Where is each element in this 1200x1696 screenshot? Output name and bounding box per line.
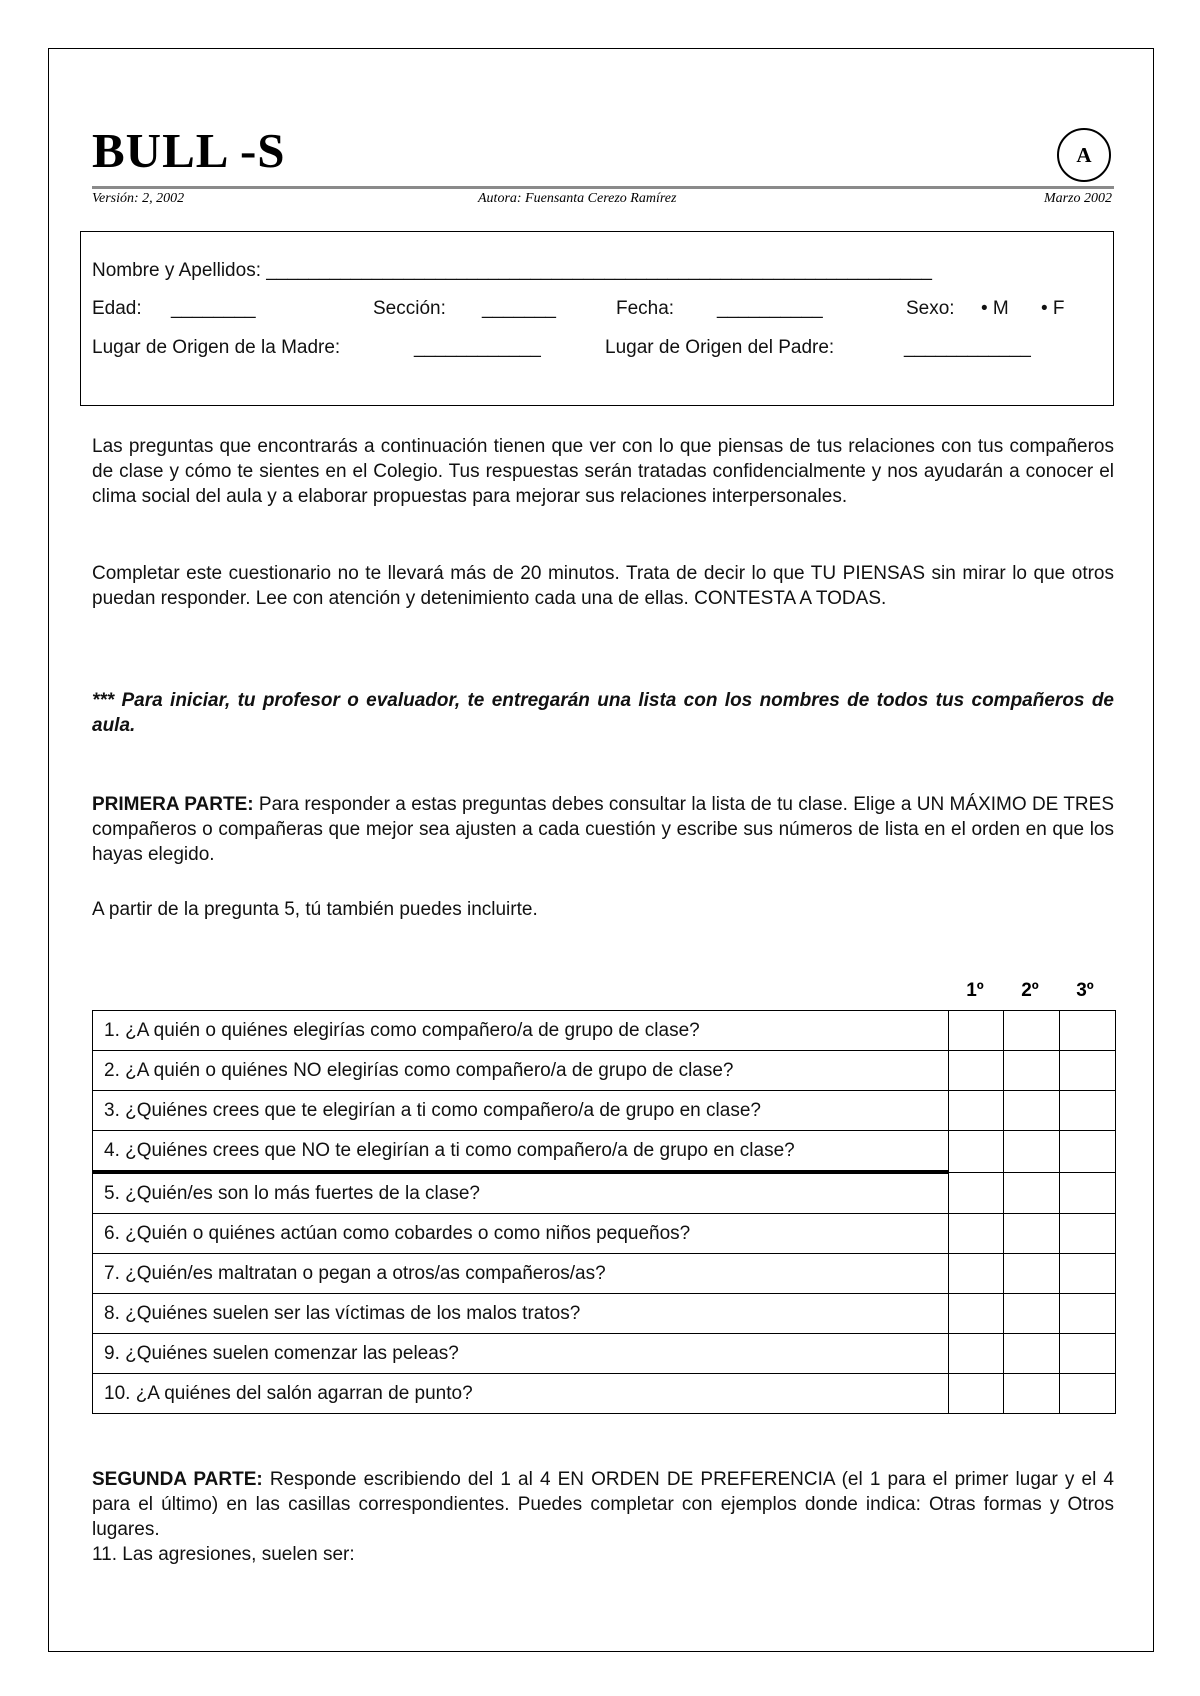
question-text: 6. ¿Quién o quiénes actúan como cobardes o como niños pequeños? — [93, 1214, 949, 1254]
answer-box-3rd[interactable] — [1060, 1334, 1116, 1374]
answer-box-1st[interactable] — [948, 1091, 1004, 1131]
answer-box-1st[interactable] — [948, 1334, 1004, 1374]
table-row — [93, 1334, 1116, 1374]
instruction-note: *** Para iniciar, tu profesor o evaluador, te entregarán una lista con los nombres de todos tus compañeros de aula. — [92, 690, 1114, 736]
part1-note: A partir de la pregunta 5, tú también puedes incluirte. — [92, 899, 538, 920]
answer-box-1st[interactable] — [948, 1294, 1004, 1334]
table-row — [93, 1214, 1116, 1254]
answer-box-2nd[interactable] — [1004, 1051, 1060, 1091]
answer-box-3rd[interactable] — [1060, 1091, 1116, 1131]
part2-heading: SEGUNDA PARTE: — [92, 1469, 263, 1490]
date-text: Marzo 2002 — [1043, 191, 1112, 206]
father-origin-label: Lugar de Origen del Padre: — [605, 337, 835, 358]
part1-intro — [92, 792, 1114, 867]
answer-box-1st[interactable] — [948, 1172, 1004, 1214]
date-field[interactable]: __________ — [717, 298, 823, 319]
question-text: 9. ¿Quiénes suelen comenzar las peleas? — [93, 1334, 949, 1374]
question-text: 5. ¿Quién/es son lo más fuertes de la clase? — [93, 1172, 949, 1214]
name-field[interactable]: _______________________________________________________________ — [266, 260, 932, 281]
answer-box-2nd[interactable] — [1004, 1011, 1060, 1051]
column-header-3rd: 3º — [1076, 980, 1094, 1001]
section-field[interactable]: _______ — [482, 298, 556, 319]
answer-box-1st[interactable] — [948, 1131, 1004, 1173]
question-text: 1. ¿A quién o quiénes elegirías como compañero/a de grupo de clase? — [93, 1011, 949, 1051]
column-header-1st: 1º — [966, 980, 984, 1001]
sex-option-m[interactable]: • M — [981, 298, 1009, 319]
answer-box-2nd[interactable] — [1004, 1172, 1060, 1214]
age-label: Edad: — [92, 298, 142, 319]
table-row — [93, 1051, 1116, 1091]
answer-box-2nd[interactable] — [1004, 1091, 1060, 1131]
name-label: Nombre y Apellidos: — [92, 260, 261, 281]
part1-text: Para responder a estas preguntas debes consultar la lista de tu clase. Elige a UN MÁXIMO DE TRES compañeros o compañeras que mejor sea ajusten a cada cuestión y escribe sus números de lista en el orden en que los hayas elegido. — [92, 794, 1115, 865]
sex-option-f[interactable]: • F — [1041, 298, 1065, 319]
column-header-2nd: 2º — [1021, 980, 1039, 1001]
question-11-text: 11. Las agresiones, suelen ser: — [92, 1544, 355, 1565]
answer-box-3rd[interactable] — [1060, 1172, 1116, 1214]
part2-intro — [92, 1467, 1114, 1542]
mother-origin-label: Lugar de Origen de la Madre: — [92, 337, 341, 358]
question-text: 8. ¿Quiénes suelen ser las víctimas de los malos tratos? — [93, 1294, 949, 1334]
part1-heading: PRIMERA PARTE: — [92, 794, 254, 815]
title-divider — [92, 186, 1114, 189]
answer-box-1st[interactable] — [948, 1254, 1004, 1294]
answer-box-3rd[interactable] — [1060, 1254, 1116, 1294]
table-row — [93, 1374, 1116, 1414]
table-row — [93, 1011, 1116, 1051]
answer-box-3rd[interactable] — [1060, 1051, 1116, 1091]
intro-paragraph-1: Las preguntas que encontrarás a continuación tienen que ver con lo que piensas de tus relaciones con tus compañeros de clase y cómo te sientes en el Colegio. Tus respuestas serán tratadas confidencialmente y nos ayudarán a conocer el clima social del aula y a elaborar propuestas para mejorar sus relaciones interpersonales. — [92, 436, 1114, 507]
part2-text: Responde escribiendo del 1 al 4 EN ORDEN DE PREFERENCIA (el 1 para el primer lugar y el 4 para el último) en las casillas correspondientes. Puedes completar con ejemplos donde indica: Otras formas y Otros lugares. — [92, 1469, 1114, 1540]
table-row — [93, 1131, 1116, 1173]
age-field[interactable]: ________ — [171, 298, 256, 319]
table-row — [93, 1172, 1116, 1214]
section-label: Sección: — [373, 298, 446, 319]
student-info-box — [80, 231, 1114, 406]
answer-box-3rd[interactable] — [1060, 1294, 1116, 1334]
answer-box-1st[interactable] — [948, 1051, 1004, 1091]
intro-paragraph-2: Completar este cuestionario no te llevará más de 20 minutos. Trata de decir lo que TU PIENSAS sin mirar lo que otros puedan responder. Lee con atención y detenimiento cada una de ellas. CONTESTA A TODAS. — [92, 563, 1114, 609]
question-text: 3. ¿Quiénes crees que te elegirían a ti como compañero/a de grupo en clase? — [93, 1091, 949, 1131]
answer-box-2nd[interactable] — [1004, 1374, 1060, 1414]
table-row — [93, 1294, 1116, 1334]
sex-label: Sexo: — [906, 298, 955, 319]
version-text: Versión: 2, 2002 — [92, 191, 185, 206]
father-origin-field[interactable]: ____________ — [904, 337, 1031, 358]
question-text: 4. ¿Quiénes crees que NO te elegirían a ti como compañero/a de grupo en clase? — [93, 1131, 949, 1173]
answer-box-2nd[interactable] — [1004, 1294, 1060, 1334]
answer-box-2nd[interactable] — [1004, 1131, 1060, 1173]
answer-box-1st[interactable] — [948, 1374, 1004, 1414]
answer-box-3rd[interactable] — [1060, 1374, 1116, 1414]
author-text: Autora: Fuensanta Cerezo Ramírez — [478, 191, 677, 206]
answer-box-2nd[interactable] — [1004, 1334, 1060, 1374]
questions-table — [92, 1010, 1116, 1414]
answer-box-3rd[interactable] — [1060, 1214, 1116, 1254]
name-row — [92, 260, 932, 282]
answer-box-2nd[interactable] — [1004, 1254, 1060, 1294]
page-title: BULL -S — [92, 123, 286, 178]
answer-box-2nd[interactable] — [1004, 1214, 1060, 1254]
form-version-badge: A — [1057, 128, 1111, 182]
question-text: 7. ¿Quién/es maltratan o pegan a otros/as compañeros/as? — [93, 1254, 949, 1294]
question-text: 10. ¿A quiénes del salón agarran de punto? — [93, 1374, 949, 1414]
question-text: 2. ¿A quién o quiénes NO elegirías como compañero/a de grupo de clase? — [93, 1051, 949, 1091]
answer-box-1st[interactable] — [948, 1214, 1004, 1254]
date-label: Fecha: — [616, 298, 675, 319]
answer-box-1st[interactable] — [948, 1011, 1004, 1051]
mother-origin-field[interactable]: ____________ — [414, 337, 541, 358]
answer-box-3rd[interactable] — [1060, 1131, 1116, 1173]
table-row — [93, 1254, 1116, 1294]
table-row — [93, 1091, 1116, 1131]
answer-box-3rd[interactable] — [1060, 1011, 1116, 1051]
